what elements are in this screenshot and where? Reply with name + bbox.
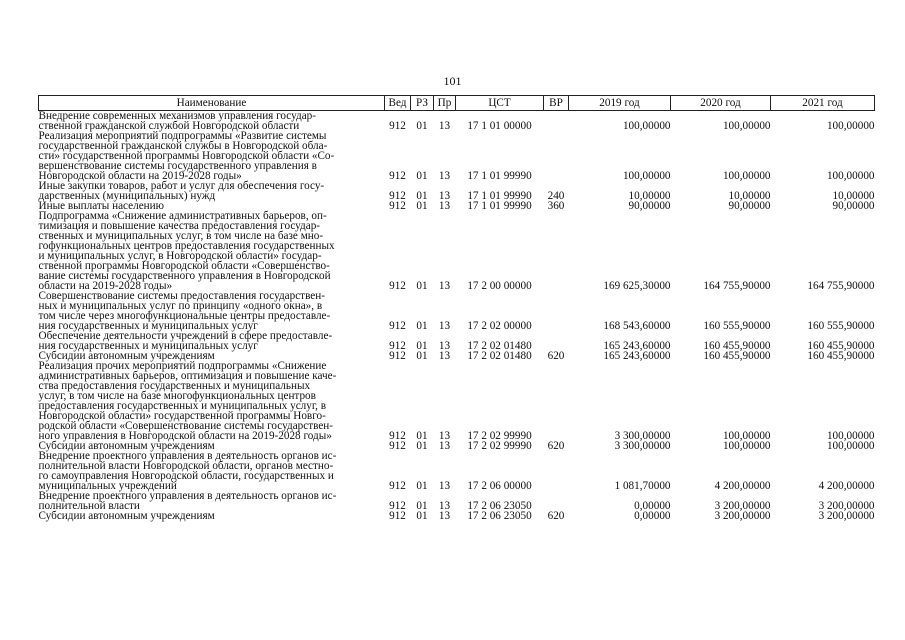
cell-rz: 01 — [416, 440, 428, 452]
cell-ved: 912 — [389, 190, 406, 202]
header-ved: Вед — [385, 96, 411, 111]
cell-cst: 17 2 02 99990 — [467, 440, 532, 452]
name-line: Внедрение проектного управления в деятельность органов ис- — [38, 490, 337, 502]
table-row — [39, 111, 875, 132]
cell-pr: 13 — [438, 510, 451, 522]
cell-name — [39, 491, 385, 511]
cell-2019: 169 625,30000 — [603, 280, 671, 292]
cell-ved: 912 — [389, 440, 406, 452]
cell-2020: 100,00000 — [722, 170, 771, 182]
cell-name — [39, 181, 385, 201]
header-2020: 2020 год — [671, 96, 771, 111]
cell-rz: 01 — [416, 350, 428, 362]
cell-pr: 13 — [438, 120, 451, 132]
header-vr: ВР — [544, 96, 569, 111]
cell-ved: 912 — [389, 320, 406, 332]
name-line: Реализация прочих мероприятий подпрограммы «Снижение — [38, 360, 327, 372]
table-row — [39, 331, 875, 351]
cell-ved: 912 — [389, 340, 406, 352]
name-line: ного управления в Новгородской области на 2019-2028 годы» — [38, 430, 332, 442]
cell-vr — [544, 131, 569, 181]
name-line: Новгородской области» государственной программы Новго- — [38, 410, 326, 422]
name-line: полнительной власти Новгородской области, органов местно- — [38, 460, 334, 472]
name-line: вание системы государственного управления в Новгородской — [38, 270, 331, 282]
name-line: ния государственных и муниципальных услуг — [38, 320, 258, 332]
name-line: ственной гражданской службой Новгородской области — [38, 120, 300, 132]
cell-name — [39, 331, 385, 351]
cell-ved: 912 — [389, 510, 406, 522]
cell-2021: 100,00000 — [826, 170, 875, 182]
cell-2020: 160 455,90000 — [703, 340, 771, 352]
cell-2020: 100,00000 — [722, 430, 771, 442]
cell-name — [39, 131, 385, 181]
name-line: предоставления государственных и муниципальных услуг, в — [38, 400, 327, 412]
cell-2021: 100,00000 — [826, 440, 875, 452]
name-line: Обеспечение деятельности учреждений в сфере предоставле- — [38, 330, 333, 342]
cell-2021: 160 455,90000 — [807, 340, 875, 352]
cell-rz: 01 — [416, 500, 428, 512]
cell-2019: 165 243,60000 — [603, 350, 671, 362]
cell-2021: 160 455,90000 — [807, 350, 875, 362]
cell-name — [39, 291, 385, 331]
cell-cst: 17 2 02 01480 — [467, 350, 532, 362]
table-row — [39, 181, 875, 201]
name-line: вершенствование системы государственного управления в — [38, 160, 317, 172]
cell-2021: 100,00000 — [826, 430, 875, 442]
cell-2019: 10,00000 — [628, 190, 671, 202]
cell-name — [39, 361, 385, 441]
cell-vr: 620 — [547, 350, 565, 362]
cell-vr: 240 — [547, 190, 565, 202]
cell-2021: 4 200,00000 — [818, 480, 875, 492]
cell-cst: 17 1 01 00000 — [467, 120, 532, 132]
cell-2021: 160 555,90000 — [807, 320, 875, 332]
cell-pr: 13 — [438, 340, 451, 352]
cell-2020: 3 200,00000 — [714, 500, 771, 512]
table-row — [39, 291, 875, 331]
cell-2019: 3 300,00000 — [614, 430, 671, 442]
cell-cst: 17 2 06 23050 — [467, 510, 532, 522]
cell-2020: 3 200,00000 — [714, 510, 771, 522]
name-line: области на 2019-2028 годы» — [38, 280, 173, 292]
name-line: административных барьеров, оптимизация и повышение каче- — [38, 370, 337, 382]
name-line: сти» государственной программы Новгородской области «Со- — [38, 150, 335, 162]
table-header-row — [39, 96, 875, 111]
cell-2020: 90,00000 — [728, 200, 771, 212]
cell-2019: 1 081,70000 — [614, 480, 671, 492]
table-row — [39, 211, 875, 291]
name-line: Субсидии автономным учреждениям — [38, 440, 215, 452]
cell-cst: 17 2 02 99990 — [467, 430, 532, 442]
name-line: го самоуправления Новгородской области, государственных и — [38, 470, 334, 482]
cell-2019: 100,00000 — [622, 120, 671, 132]
cell-cst: 17 2 06 00000 — [467, 480, 532, 492]
name-line: родской области «Совершенствование системы государствен- — [38, 420, 333, 432]
name-line: Совершенствование системы предоставления государствен- — [38, 290, 325, 302]
cell-pr: 13 — [438, 500, 451, 512]
cell-2020: 100,00000 — [722, 120, 771, 132]
name-line: Субсидии автономным учреждениям — [38, 350, 215, 362]
cell-pr: 13 — [438, 440, 451, 452]
cell-vr: 620 — [547, 440, 565, 452]
header-cst: ЦСТ — [456, 96, 544, 111]
name-line: Реализация мероприятий подпрограммы «Развитие системы — [38, 130, 327, 142]
header-pr: Пр — [434, 96, 456, 111]
cell-ved: 912 — [389, 120, 406, 132]
cell-rz: 01 — [416, 200, 428, 212]
cell-2021: 3 200,00000 — [818, 510, 875, 522]
cell-vr — [544, 331, 569, 351]
cell-rz: 01 — [416, 170, 428, 182]
cell-cst: 17 1 01 99990 — [467, 190, 532, 202]
cell-cst: 17 2 00 00000 — [467, 280, 532, 292]
cell-ved: 912 — [389, 200, 406, 212]
name-line: ственной программы Новгородской области «Совершенство- — [38, 260, 330, 272]
cell-rz: 01 — [416, 190, 428, 202]
name-line: и муниципальных услуг, в Новгородской области» государ- — [38, 250, 322, 262]
cell-2021: 90,00000 — [832, 200, 875, 212]
cell-pr: 13 — [438, 170, 451, 182]
cell-cst: 17 1 01 99990 — [467, 170, 532, 182]
name-line: Внедрение современных механизмов управления государ- — [38, 110, 316, 122]
cell-pr: 13 — [438, 200, 451, 212]
cell-2021: 164 755,90000 — [807, 280, 875, 292]
name-line: тимизация и повышение качества предоставления государ- — [38, 220, 321, 232]
name-line: ния государственных и муниципальных услуг — [38, 340, 258, 352]
cell-vr — [544, 111, 569, 132]
name-line: государственной гражданской службы в Новгородской обла- — [38, 140, 328, 152]
header-rz: РЗ — [411, 96, 434, 111]
table-row — [39, 131, 875, 181]
cell-2020: 160 455,90000 — [703, 350, 771, 362]
name-line: ства предоставления государственных и муниципальных — [38, 380, 311, 392]
name-line: муниципальных учреждений — [38, 480, 177, 492]
cell-rz: 01 — [416, 430, 428, 442]
cell-rz: 01 — [416, 510, 428, 522]
cell-name — [39, 111, 385, 132]
cell-pr: 13 — [438, 320, 451, 332]
cell-2020: 100,00000 — [722, 440, 771, 452]
name-line: Иные закупки товаров, работ и услуг для обеспечения госу- — [38, 180, 325, 192]
header-2019: 2019 год — [569, 96, 671, 111]
cell-vr — [544, 451, 569, 491]
cell-ved: 912 — [389, 350, 406, 362]
cell-rz: 01 — [416, 320, 428, 332]
name-line: ных и муниципальных услуг по принципу «одного окна», в — [38, 300, 323, 312]
name-line: услуг, в том числе на базе многофункциональных центров — [38, 390, 316, 402]
cell-ved: 912 — [389, 280, 406, 292]
name-line: полнительной власти — [38, 500, 140, 512]
header-2021: 2021 год — [771, 96, 875, 111]
cell-ved: 912 — [389, 500, 406, 512]
cell-rz: 01 — [416, 340, 428, 352]
header-name: Наименование — [39, 96, 385, 111]
table-row — [39, 451, 875, 491]
table-body — [39, 111, 875, 522]
name-line: ственных и муниципальных услуг, в том числе на базе мно- — [38, 230, 324, 242]
cell-ved: 912 — [389, 430, 406, 442]
name-line: Субсидии автономным учреждениям — [38, 510, 215, 522]
cell-cst: 17 1 01 99990 — [467, 200, 532, 212]
cell-vr: 360 — [547, 200, 565, 212]
cell-cst: 17 2 06 23050 — [467, 500, 532, 512]
cell-2019: 0,00000 — [634, 500, 671, 512]
cell-pr: 13 — [438, 350, 451, 362]
budget-table — [38, 95, 875, 521]
table-row — [39, 491, 875, 511]
cell-rz: 01 — [416, 280, 428, 292]
cell-2021: 3 200,00000 — [818, 500, 875, 512]
cell-2019: 100,00000 — [622, 170, 671, 182]
cell-vr — [544, 491, 569, 511]
cell-name — [39, 451, 385, 491]
cell-vr — [544, 361, 569, 441]
cell-2019: 168 543,60000 — [603, 320, 671, 332]
cell-2021: 100,00000 — [826, 120, 875, 132]
cell-2020: 160 555,90000 — [703, 320, 771, 332]
cell-pr: 13 — [438, 190, 451, 202]
cell-ved: 912 — [389, 480, 406, 492]
name-line: Подпрограмма «Снижение административных барьеров, оп- — [38, 210, 327, 222]
cell-2021: 10,00000 — [832, 190, 875, 202]
table-row — [39, 361, 875, 441]
name-line: том числе через многофункциональные центры предоставле- — [38, 310, 331, 322]
cell-pr: 13 — [438, 280, 451, 292]
cell-2020: 164 755,90000 — [703, 280, 771, 292]
name-line: Новгородской области на 2019-2028 годы» — [38, 170, 242, 182]
page-number: 101 — [443, 74, 462, 88]
name-line: гофункциональных центров предоставления государственных — [38, 240, 335, 252]
cell-2019: 0,00000 — [634, 510, 671, 522]
cell-vr — [544, 291, 569, 331]
cell-ved: 912 — [389, 170, 406, 182]
cell-2019: 90,00000 — [628, 200, 671, 212]
cell-name — [39, 211, 385, 291]
cell-name — [39, 511, 385, 521]
name-line: дарственных (муниципальных) нужд — [38, 190, 216, 202]
cell-rz: 01 — [416, 120, 428, 132]
name-line: Иные выплаты населению — [38, 200, 164, 212]
cell-cst: 17 2 02 00000 — [467, 320, 532, 332]
cell-2019: 3 300,00000 — [614, 440, 671, 452]
cell-vr: 620 — [547, 510, 565, 522]
cell-2020: 10,00000 — [728, 190, 771, 202]
cell-vr — [544, 211, 569, 291]
cell-cst: 17 2 02 01480 — [467, 340, 532, 352]
cell-2020: 4 200,00000 — [714, 480, 771, 492]
cell-pr: 13 — [438, 480, 451, 492]
cell-2019: 165 243,60000 — [603, 340, 671, 352]
name-line: Внедрение проектного управления в деятельность органов ис- — [38, 450, 337, 462]
cell-rz: 01 — [416, 480, 428, 492]
cell-pr: 13 — [438, 430, 451, 442]
table-row — [39, 511, 875, 521]
